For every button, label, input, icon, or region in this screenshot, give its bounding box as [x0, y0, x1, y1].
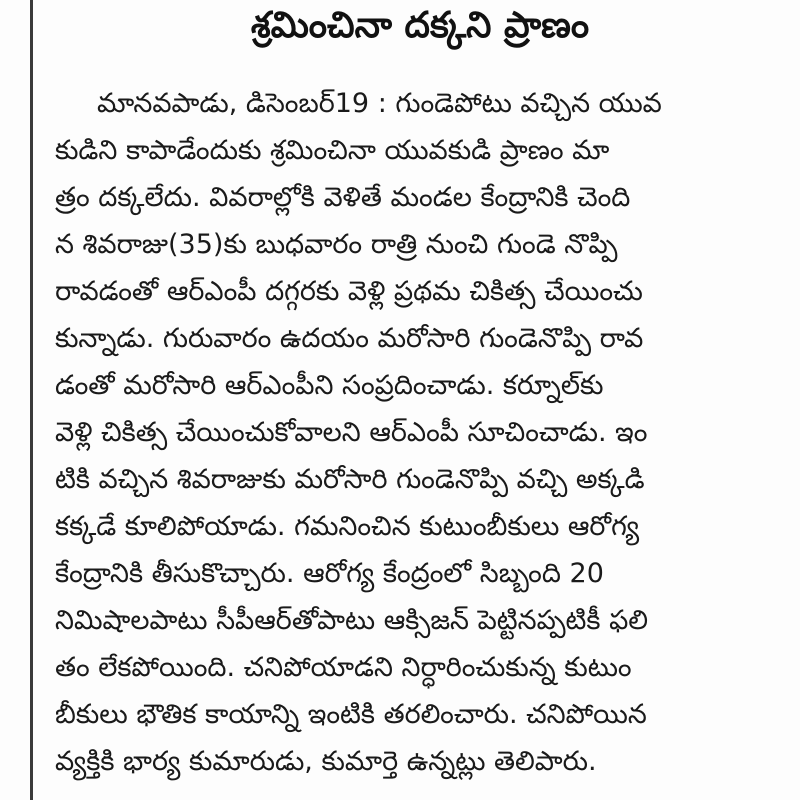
article-line: కక్కడే కూలిపోయాడు. గమనించిన కుటుంబీకులు ఆరోగ్య: [55, 511, 640, 542]
article-line: రావడంతో ఆర్ఎంపీ దగ్గరకు వెళ్లి ప్రథమ చికిత్స చేయించు: [55, 276, 643, 307]
article-line: నిమిషాలపాటు సీపీఆర్‌తోపాటు ఆక్సిజన్ పెట్టినప్పటికీ ఫలి: [55, 605, 649, 636]
article-line: వ్యక్తికి భార్య కుమారుడు, కుమార్తె ఉన్నట్లు తెలిపారు.: [55, 746, 597, 777]
article-line: కేంద్రానికి తీసుకొచ్చారు. ఆరోగ్య కేంద్రంలో సిబ్బంది 20: [55, 558, 604, 589]
article-line: తం లేకపోయింది. చనిపోయాడని నిర్ధారించుకున్న కుటుం: [55, 652, 632, 683]
column-rule: [30, 0, 33, 800]
article-body: [55, 80, 785, 785]
headline: శ్రమించినా దక్కని ప్రాణం: [250, 5, 590, 46]
article-line: న శివరాజు(35)కు బుధవారం రాత్రి నుంచి గుండె నొప్పి: [55, 229, 618, 260]
article-line: బీకులు భౌతిక కాయాన్ని ఇంటికి తరలించారు. చనిపోయిన: [55, 699, 647, 730]
article-line: కున్నాడు. గురువారం ఉదయం మరోసారి గుండెనొప్పి రావ: [55, 323, 644, 354]
article-line: టికి వచ్చిన శివరాజుకు మరోసారి గుండెనొప్పి వచ్చి అక్కడి: [55, 464, 645, 495]
article-line: త్రం దక్కలేదు. వివరాల్లోకి వెళితే మండల కేంద్రానికి చెంది: [55, 182, 631, 213]
article-line: వెళ్లి చికిత్స చేయించుకోవాలని ఆర్ఎంపీ సూచించాడు. ఇం: [55, 417, 648, 448]
article-line: కుడిని కాపాడేందుకు శ్రమించినా యువకుడి ప్రాణం మా: [55, 135, 610, 166]
article-line: డంతో మరోసారి ఆర్ఎంపీని సంప్రదించాడు. కర్నూల్‌కు: [55, 370, 604, 401]
article-line: మానవపాడు, డిసెంబర్19 : గుండెపోటు వచ్చిన యువ: [97, 88, 662, 119]
